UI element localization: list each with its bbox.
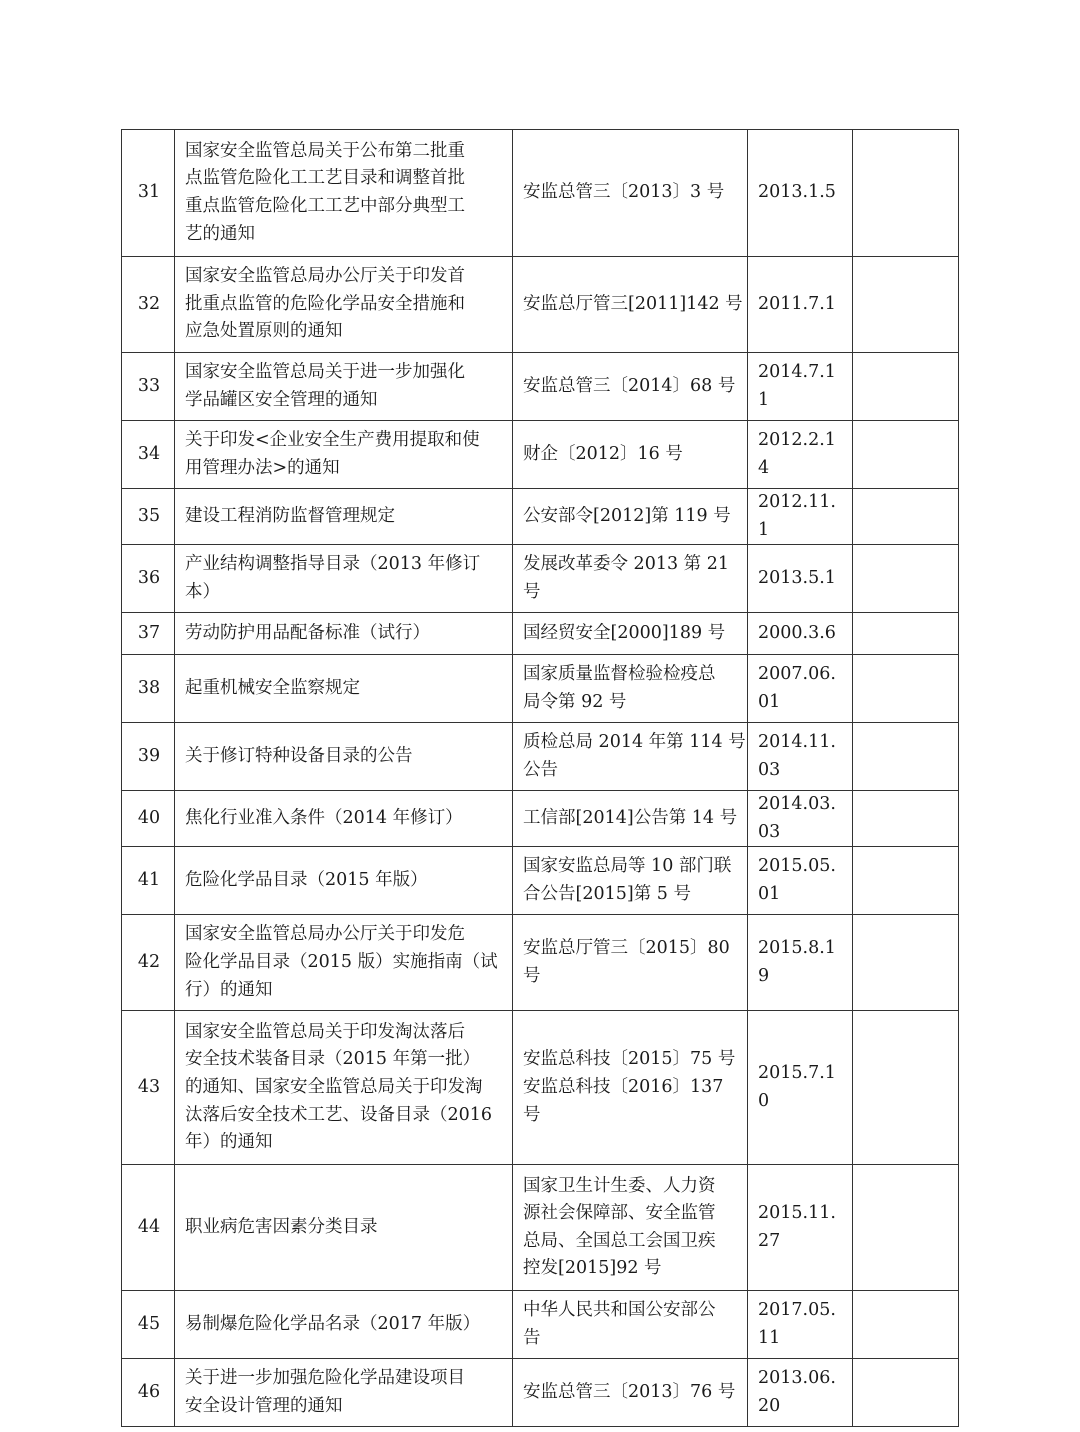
row-number: 42: [122, 915, 175, 1011]
table-row: [122, 353, 959, 421]
table-row: [122, 421, 959, 489]
effective-date: 2012.2.14: [748, 421, 853, 489]
row-number: 37: [122, 613, 175, 655]
document-number-line: 号: [523, 965, 541, 986]
document-number-line: 国经贸安全[2000]189 号: [523, 622, 726, 643]
effective-date: 2014.11.03: [748, 723, 853, 791]
regulation-title-line: 危险化学品目录（2015 年版）: [185, 870, 428, 891]
regulation-title: [175, 915, 513, 1011]
remarks-cell: [853, 1011, 959, 1165]
document-number-line: 国家卫生计生委、人力资: [523, 1175, 716, 1196]
effective-date: 2013.06.20: [748, 1359, 853, 1427]
remarks-cell: [853, 915, 959, 1011]
document-number: [513, 791, 748, 847]
remarks-cell: [853, 847, 959, 915]
regulation-title-line: 关于进一步加强危险化学品建设项目: [185, 1368, 465, 1389]
regulation-title: [175, 1291, 513, 1359]
table-row: [122, 545, 959, 613]
remarks-cell: [853, 1359, 959, 1427]
document-number: [513, 1291, 748, 1359]
effective-date: 2007.06.01: [748, 655, 853, 723]
document-number-line: 号: [523, 581, 541, 602]
regulation-title-line: 国家安全监管总局办公厅关于印发首: [185, 266, 465, 287]
regulation-title-line: 应急处置原则的通知: [185, 321, 343, 342]
regulation-title: [175, 545, 513, 613]
document-number-line: 财企〔2012〕16 号: [523, 443, 683, 464]
regulation-title: [175, 353, 513, 421]
regulation-title-line: 批重点监管的危险化学品安全措施和: [185, 293, 465, 314]
document-number-line: 安监总科技〔2015〕75 号: [523, 1049, 736, 1070]
regulation-title-line: 汰落后安全技术工艺、设备目录（2016: [185, 1104, 493, 1125]
document-number-line: 安监总科技〔2016〕137: [523, 1077, 724, 1098]
row-number: 40: [122, 791, 175, 847]
regulation-title-line: 国家安全监管总局关于公布第二批重: [185, 140, 465, 161]
document-number-line: 安监总管三〔2013〕76 号: [523, 1382, 736, 1403]
document-number: [513, 1165, 748, 1291]
document-number: [513, 655, 748, 723]
row-number: 38: [122, 655, 175, 723]
document-number-line: 局令第 92 号: [523, 691, 627, 712]
table-row: [122, 1291, 959, 1359]
regulation-title: [175, 421, 513, 489]
regulation-title-line: 的通知、国家安全监管总局关于印发淘: [185, 1077, 483, 1098]
row-number: 32: [122, 257, 175, 353]
regulation-title: [175, 655, 513, 723]
row-number: 46: [122, 1359, 175, 1427]
document-number: [513, 545, 748, 613]
effective-date: 2017.05.11: [748, 1291, 853, 1359]
regulation-title-line: 关于印发<企业安全生产费用提取和使: [185, 429, 480, 450]
table-row: [122, 847, 959, 915]
regulations-table-body: [122, 130, 959, 1427]
document-number: [513, 723, 748, 791]
row-number: 36: [122, 545, 175, 613]
regulation-title-line: 学品罐区安全管理的通知: [185, 389, 378, 410]
regulation-title: [175, 1165, 513, 1291]
table-row: [122, 791, 959, 847]
document-number-line: 安监总管三〔2013〕3 号: [523, 182, 725, 203]
row-number: 35: [122, 489, 175, 545]
document-number-line: 告: [523, 1327, 541, 1348]
regulation-title-line: 重点监管危险化工工艺中部分典型工: [185, 196, 465, 216]
regulation-title-line: 安全技术装备目录（2015 年第一批）: [185, 1049, 481, 1070]
regulation-title-line: 产业结构调整指导目录（2013 年修订: [185, 554, 481, 575]
document-number: [513, 130, 748, 257]
regulation-title-line: 国家安全监管总局关于印发淘汰落后: [185, 1021, 465, 1042]
remarks-cell: [853, 489, 959, 545]
table-row: [122, 130, 959, 257]
table-row: [122, 257, 959, 353]
document-number: [513, 847, 748, 915]
regulation-title: [175, 489, 513, 545]
remarks-cell: [853, 613, 959, 655]
table-row: [122, 1011, 959, 1165]
remarks-cell: [853, 545, 959, 613]
effective-date: 2000.3.6: [748, 613, 853, 655]
document-number-line: 合公告[2015]第 5 号: [523, 883, 691, 904]
document-number: [513, 257, 748, 353]
table-row: [122, 1165, 959, 1291]
document-number-line: 发展改革委令 2013 第 21: [523, 554, 729, 575]
effective-date: 2015.8.19: [748, 915, 853, 1011]
remarks-cell: [853, 130, 959, 257]
regulation-title-line: 用管理办法>的通知: [185, 457, 340, 478]
regulation-title: [175, 130, 513, 257]
regulation-title-line: 点监管危险化工工艺目录和调整首批: [185, 168, 465, 189]
regulation-title: [175, 847, 513, 915]
effective-date: 2012.11.1: [748, 489, 853, 545]
table-row: [122, 1359, 959, 1427]
regulation-title-line: 国家安全监管总局办公厅关于印发危: [185, 924, 465, 945]
document-number-line: 国家安监总局等 10 部门联: [523, 856, 732, 877]
row-number: 33: [122, 353, 175, 421]
document-number: [513, 613, 748, 655]
effective-date: 2014.03.03: [748, 791, 853, 847]
regulations-table: [121, 129, 959, 1427]
document-number-line: 公告: [523, 759, 558, 780]
remarks-cell: [853, 1291, 959, 1359]
document-number-line: 源社会保障部、安全监管: [523, 1203, 716, 1224]
regulation-title-line: 安全设计管理的通知: [185, 1395, 343, 1416]
regulation-title: [175, 1359, 513, 1427]
table-row: [122, 613, 959, 655]
regulation-title: [175, 1011, 513, 1165]
table-row: [122, 655, 959, 723]
document-number-line: 质检总局 2014 年第 114 号: [523, 732, 746, 753]
row-number: 43: [122, 1011, 175, 1165]
document-number-line: 工信部[2014]公告第 14 号: [523, 807, 738, 828]
document-number-line: 控发[2015]92 号: [523, 1258, 662, 1279]
document-number: [513, 421, 748, 489]
remarks-cell: [853, 655, 959, 723]
row-number: 34: [122, 421, 175, 489]
regulation-title-line: 关于修订特种设备目录的公告: [185, 745, 413, 766]
row-number: 31: [122, 130, 175, 257]
document-number-line: 安监总厅管三〔2015〕80: [523, 938, 730, 959]
table-row: [122, 489, 959, 545]
regulation-title-line: 劳动防护用品配备标准（试行）: [185, 622, 430, 643]
document-number-line: 安监总厅管三[2011]142 号: [523, 293, 743, 314]
regulation-title-line: 年）的通知: [185, 1132, 273, 1153]
regulation-title: [175, 613, 513, 655]
regulation-title-line: 险化学品目录（2015 版）实施指南（试: [185, 952, 498, 973]
document-number: [513, 1011, 748, 1165]
document-number-line: 国家质量监督检验检疫总: [523, 664, 716, 685]
regulation-title-line: 建设工程消防监督管理规定: [185, 505, 395, 526]
document-number-line: 总局、全国总工会国卫疾: [523, 1230, 716, 1251]
row-number: 44: [122, 1165, 175, 1291]
regulation-title-line: 易制爆危险化学品名录（2017 年版）: [185, 1314, 481, 1335]
remarks-cell: [853, 421, 959, 489]
effective-date: 2011.7.1: [748, 257, 853, 353]
document-number: [513, 915, 748, 1011]
document-number-line: 中华人民共和国公安部公: [523, 1300, 716, 1321]
row-number: 39: [122, 723, 175, 791]
remarks-cell: [853, 791, 959, 847]
regulation-title-line: 焦化行业准入条件（2014 年修订）: [185, 807, 463, 828]
remarks-cell: [853, 1165, 959, 1291]
regulation-title: [175, 257, 513, 353]
remarks-cell: [853, 257, 959, 353]
effective-date: 2015.7.10: [748, 1011, 853, 1165]
regulation-title-line: 艺的通知: [185, 223, 255, 244]
regulation-title-line: 国家安全监管总局关于进一步加强化: [185, 361, 465, 382]
regulation-title: [175, 723, 513, 791]
effective-date: 2013.5.1: [748, 545, 853, 613]
row-number: 45: [122, 1291, 175, 1359]
effective-date: 2015.11.27: [748, 1165, 853, 1291]
remarks-cell: [853, 723, 959, 791]
table-row: [122, 723, 959, 791]
document-number-line: 号: [523, 1104, 541, 1125]
document-number: [513, 353, 748, 421]
effective-date: 2013.1.5: [748, 130, 853, 257]
effective-date: 2015.05.01: [748, 847, 853, 915]
document-number-line: 安监总管三〔2014〕68 号: [523, 375, 736, 396]
regulation-title-line: 起重机械安全监察规定: [185, 677, 360, 698]
regulation-title-line: 行）的通知: [185, 979, 273, 1000]
regulation-title-line: 职业病危害因素分类目录: [185, 1217, 378, 1238]
document-number: [513, 489, 748, 545]
document-number-line: 公安部令[2012]第 119 号: [523, 505, 731, 526]
row-number: 41: [122, 847, 175, 915]
effective-date: 2014.7.11: [748, 353, 853, 421]
table-row: [122, 915, 959, 1011]
remarks-cell: [853, 353, 959, 421]
regulation-title: [175, 791, 513, 847]
regulation-title-line: 本）: [185, 581, 220, 602]
document-number: [513, 1359, 748, 1427]
